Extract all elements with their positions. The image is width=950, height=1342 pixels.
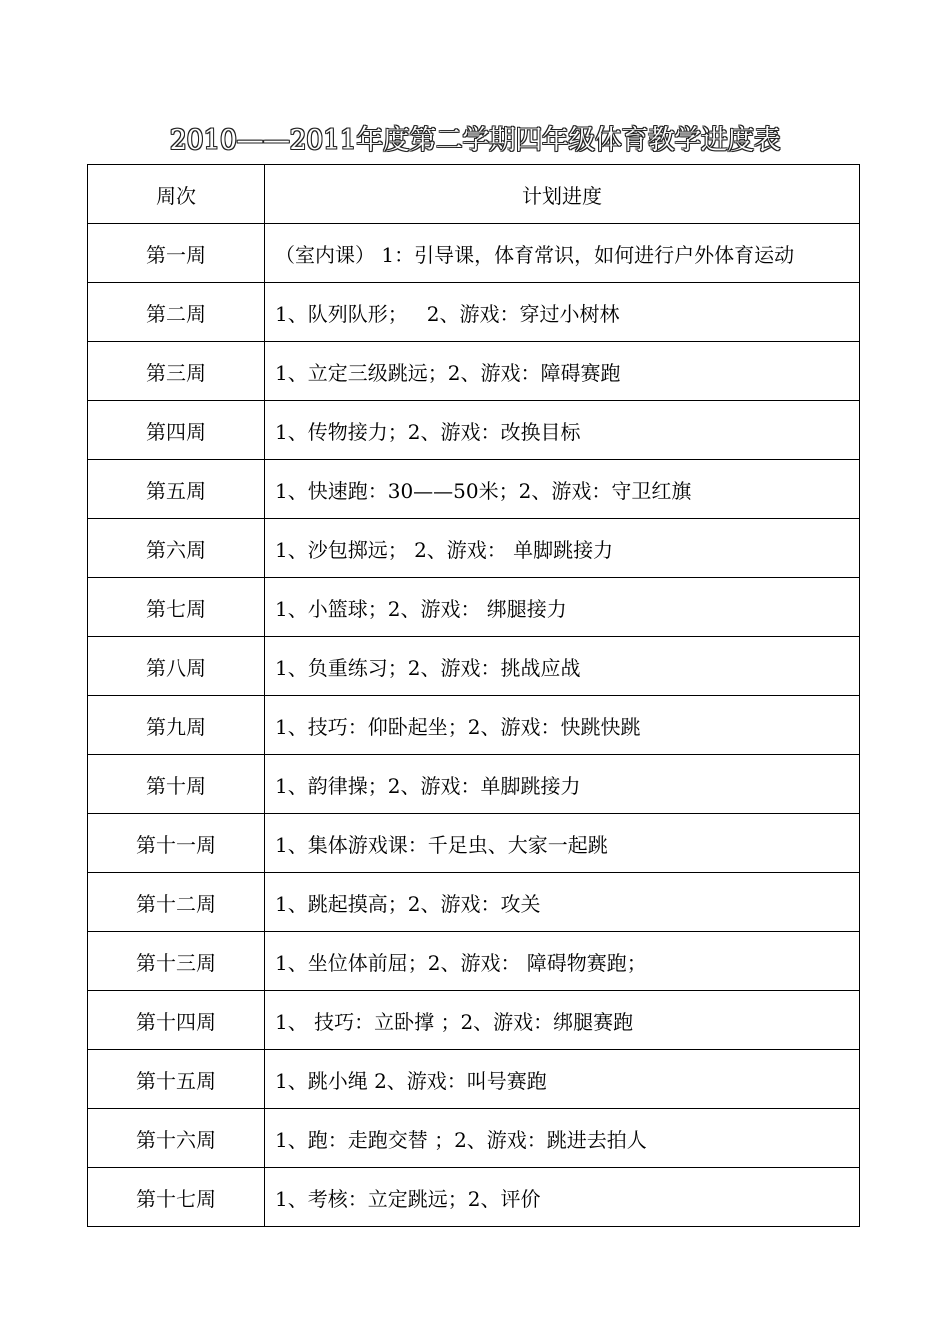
plan-cell: 1、 技巧：立卧撑 ；2、游戏：绑腿赛跑 — [265, 991, 860, 1050]
plan-cell: 1、立定三级跳远；2、游戏：障碍赛跑 — [265, 342, 860, 401]
week-cell: 第六周 — [88, 519, 265, 578]
plan-cell: （室内课） 1：引导课，体育常识，如何进行户外体育运动 — [265, 224, 860, 283]
table-row — [88, 814, 860, 873]
plan-cell: 1、跳起摸高；2、游戏：攻关 — [265, 873, 860, 932]
table-body — [88, 224, 860, 1227]
table-row — [88, 991, 860, 1050]
table-row — [88, 1168, 860, 1227]
plan-cell: 1、快速跑：30——50米；2、游戏：守卫红旗 — [265, 460, 860, 519]
table-row — [88, 637, 860, 696]
plan-cell: 1、韵律操；2、游戏：单脚跳接力 — [265, 755, 860, 814]
week-cell: 第十五周 — [88, 1050, 265, 1109]
week-cell: 第十七周 — [88, 1168, 265, 1227]
table-row — [88, 932, 860, 991]
table-row — [88, 460, 860, 519]
plan-cell: 1、技巧：仰卧起坐；2、游戏：快跳快跳 — [265, 696, 860, 755]
week-cell: 第五周 — [88, 460, 265, 519]
week-cell: 第十三周 — [88, 932, 265, 991]
progress-table — [87, 164, 860, 1227]
plan-cell: 1、跳小绳 2、游戏：叫号赛跑 — [265, 1050, 860, 1109]
table-row — [88, 755, 860, 814]
week-cell: 第八周 — [88, 637, 265, 696]
week-cell: 第一周 — [88, 224, 265, 283]
table-header-row — [88, 165, 860, 224]
week-cell: 第九周 — [88, 696, 265, 755]
week-cell: 第三周 — [88, 342, 265, 401]
table-row — [88, 578, 860, 637]
week-cell: 第十四周 — [88, 991, 265, 1050]
table-row — [88, 401, 860, 460]
week-cell: 第二周 — [88, 283, 265, 342]
table-row — [88, 224, 860, 283]
plan-cell: 1、考核：立定跳远；2、评价 — [265, 1168, 860, 1227]
plan-cell: 1、负重练习；2、游戏：挑战应战 — [265, 637, 860, 696]
table-row — [88, 696, 860, 755]
table-row — [88, 283, 860, 342]
plan-cell: 1、集体游戏课：千足虫、大家一起跳 — [265, 814, 860, 873]
document-title: 2010——2011年度第二学期四年级体育教学进度表 — [169, 125, 781, 156]
week-cell: 第十周 — [88, 755, 265, 814]
week-cell: 第十二周 — [88, 873, 265, 932]
week-cell: 第四周 — [88, 401, 265, 460]
table-row — [88, 873, 860, 932]
header-plan: 计划进度 — [265, 165, 860, 224]
plan-cell: 1、队列队形； 2、游戏：穿过小树林 — [265, 283, 860, 342]
week-cell: 第十六周 — [88, 1109, 265, 1168]
plan-cell: 1、坐位体前屈；2、游戏： 障碍物赛跑； — [265, 932, 860, 991]
week-cell: 第七周 — [88, 578, 265, 637]
plan-cell: 1、沙包掷远； 2、游戏： 单脚跳接力 — [265, 519, 860, 578]
table-row — [88, 519, 860, 578]
header-week: 周次 — [88, 165, 265, 224]
table-row — [88, 1109, 860, 1168]
table-row — [88, 342, 860, 401]
table-row — [88, 1050, 860, 1109]
week-cell: 第十一周 — [88, 814, 265, 873]
plan-cell: 1、小篮球；2、游戏： 绑腿接力 — [265, 578, 860, 637]
plan-cell: 1、传物接力；2、游戏：改换目标 — [265, 401, 860, 460]
plan-cell: 1、跑：走跑交替 ；2、游戏：跳进去拍人 — [265, 1109, 860, 1168]
